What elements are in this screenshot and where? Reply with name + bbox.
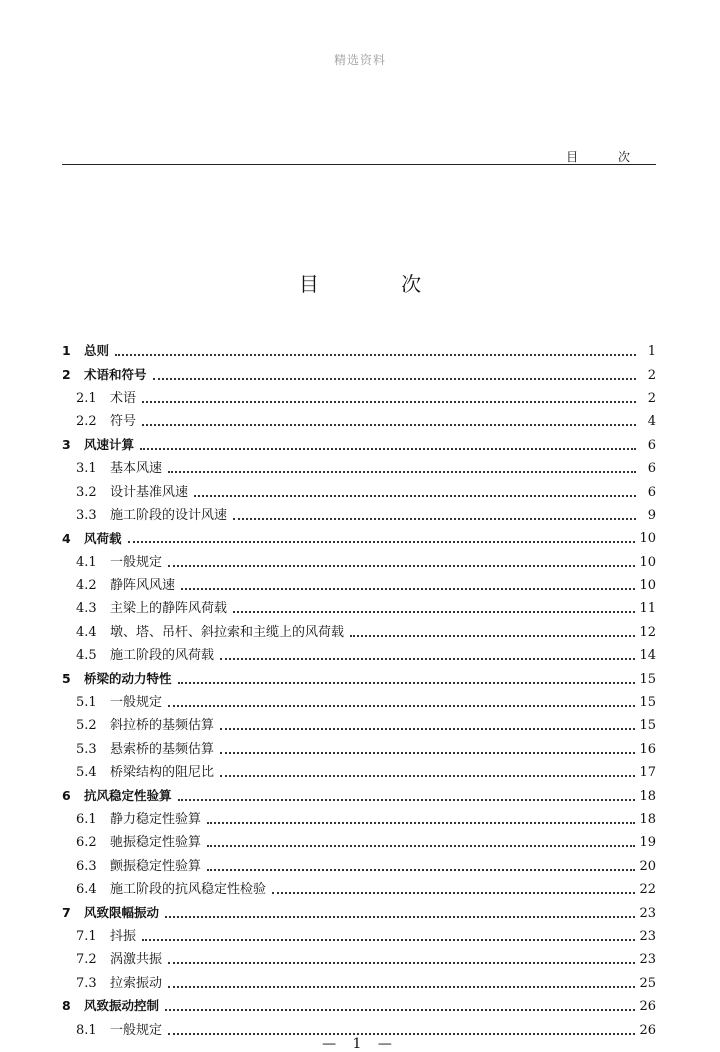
toc-entry-number: 6 xyxy=(62,787,71,803)
toc-entry-page: 6 xyxy=(647,461,656,477)
toc-section-entry[interactable] xyxy=(62,621,656,644)
toc-entry-page: 14 xyxy=(639,648,656,664)
toc-entry-number: 3.2 xyxy=(76,484,97,500)
toc-dot-leader xyxy=(142,414,636,426)
toc-dot-leader xyxy=(233,601,635,613)
toc-entry-number: 6.3 xyxy=(76,858,97,874)
toc-entry-page: 20 xyxy=(639,858,656,874)
toc-dot-leader xyxy=(220,648,635,660)
toc-dot-leader xyxy=(153,368,636,380)
toc-entry-title: 术语 xyxy=(110,390,137,406)
toc-entry-page: 23 xyxy=(639,928,656,944)
toc-entry-page: 26 xyxy=(639,999,656,1015)
toc-entry-title: 基本风速 xyxy=(110,461,163,477)
toc-section-entry[interactable] xyxy=(62,831,656,854)
toc-entry-page: 22 xyxy=(639,882,656,898)
toc-chapter-entry[interactable] xyxy=(62,527,656,550)
toc-section-entry[interactable] xyxy=(62,738,656,761)
toc-entry-number: 4.3 xyxy=(76,601,97,617)
watermark-text: 精选资料 xyxy=(333,53,386,67)
toc-dot-leader xyxy=(168,976,635,988)
toc-entry-title: 一般规定 xyxy=(110,1022,163,1038)
toc-entry-page: 1 xyxy=(647,344,656,360)
toc-entry-page: 4 xyxy=(647,414,656,430)
toc-entry-page: 10 xyxy=(639,578,656,594)
toc-section-entry[interactable] xyxy=(62,457,656,480)
toc-dot-leader xyxy=(165,906,635,918)
running-head: 目 次 xyxy=(566,150,648,164)
toc-section-entry[interactable] xyxy=(62,878,656,901)
toc-entry-page: 11 xyxy=(639,601,656,617)
toc-entry-page: 6 xyxy=(647,484,656,500)
toc-entry-title: 斜拉桥的基频估算 xyxy=(110,718,215,734)
toc-entry-number: 8 xyxy=(62,998,71,1014)
toc-entry-number: 5.2 xyxy=(76,718,97,734)
toc-entry-title: 施工阶段的抗风稳定性检验 xyxy=(110,882,267,898)
toc-entry-page: 19 xyxy=(639,835,656,851)
toc-section-entry[interactable] xyxy=(62,691,656,714)
toc-section-entry[interactable] xyxy=(62,574,656,597)
toc-entry-number: 6.2 xyxy=(76,835,97,851)
toc-dot-leader xyxy=(207,812,635,824)
toc-dot-leader xyxy=(207,859,635,871)
toc-dot-leader xyxy=(207,835,635,847)
toc-entry-title: 一般规定 xyxy=(110,695,163,711)
toc-entry-number: 3.3 xyxy=(76,507,97,523)
toc-entry-title: 涡激共振 xyxy=(110,952,163,968)
toc-entry-title: 一般规定 xyxy=(110,554,163,570)
toc-entry-page: 2 xyxy=(647,367,656,383)
toc-entry-title: 符号 xyxy=(110,414,137,430)
toc-section-entry[interactable] xyxy=(62,714,656,737)
toc-entry-page: 15 xyxy=(639,718,656,734)
toc-entry-title: 术语和符号 xyxy=(84,366,147,382)
toc-entry-title: 施工阶段的风荷载 xyxy=(110,648,215,664)
toc-entry-page: 25 xyxy=(639,975,656,991)
toc-dot-leader xyxy=(142,929,635,941)
toc-dot-leader xyxy=(140,438,636,450)
toc-entry-title: 主梁上的静阵风荷载 xyxy=(110,601,228,617)
toc-entry-title: 风速计算 xyxy=(84,437,135,452)
toc-entry-number: 5.4 xyxy=(76,765,97,781)
toc-chapter-entry[interactable] xyxy=(62,901,656,924)
toc-entry-number: 4.5 xyxy=(76,648,97,664)
toc-entry-title: 风致限幅振动 xyxy=(84,904,160,920)
toc-entry-title: 悬索桥的基频估算 xyxy=(110,741,215,757)
toc-entry-number: 8.1 xyxy=(76,1022,97,1038)
toc-entry-page: 26 xyxy=(639,1022,656,1038)
toc-entry-number: 5.3 xyxy=(76,741,97,757)
toc-dot-leader xyxy=(272,882,635,894)
toc-entry-page: 10 xyxy=(639,531,656,547)
toc-entry-page: 12 xyxy=(639,624,656,640)
toc-entry-number: 3 xyxy=(62,437,71,452)
toc-section-entry[interactable] xyxy=(62,387,656,410)
toc-dot-leader xyxy=(115,344,636,356)
toc-entry-page: 16 xyxy=(639,741,656,757)
toc-entry-number: 7.3 xyxy=(76,975,97,991)
toc-section-entry[interactable] xyxy=(62,644,656,667)
toc-entry-title: 颤振稳定性验算 xyxy=(110,858,202,874)
toc-chapter-entry[interactable] xyxy=(62,784,656,807)
toc-chapter-entry[interactable] xyxy=(62,667,656,690)
toc-entry-number: 5 xyxy=(62,670,71,686)
toc-entry-number: 4 xyxy=(62,530,71,546)
toc-dot-leader xyxy=(128,531,636,543)
toc-entry-page: 18 xyxy=(639,788,656,804)
toc-entry-title: 静阵风风速 xyxy=(110,578,176,594)
toc-entry-title: 设计基准风速 xyxy=(110,484,189,500)
header-divider xyxy=(62,164,656,165)
toc-section-entry[interactable] xyxy=(62,597,656,620)
toc-entry-title: 抖振 xyxy=(110,928,137,944)
table-of-contents xyxy=(62,340,656,1042)
toc-entry-title: 总则 xyxy=(84,343,110,359)
toc-entry-title: 施工阶段的设计风速 xyxy=(110,507,228,523)
toc-section-entry[interactable] xyxy=(62,925,656,948)
toc-chapter-entry[interactable] xyxy=(62,995,656,1018)
toc-entry-number: 6.1 xyxy=(76,812,97,827)
toc-section-entry[interactable] xyxy=(62,551,656,574)
toc-entry-number: 7.2 xyxy=(76,952,97,968)
toc-entry-number: 4.4 xyxy=(76,624,97,640)
toc-entry-title: 抗风稳定性验算 xyxy=(84,787,172,803)
toc-entry-page: 23 xyxy=(639,952,656,968)
toc-entry-title: 静力稳定性验算 xyxy=(110,812,202,827)
toc-entry-number: 1 xyxy=(62,343,71,359)
toc-chapter-entry[interactable] xyxy=(62,340,656,363)
toc-section-entry[interactable] xyxy=(62,761,656,784)
toc-dot-leader xyxy=(142,391,636,403)
toc-entry-number: 2.2 xyxy=(76,414,97,430)
toc-entry-page: 9 xyxy=(647,507,656,523)
toc-dot-leader xyxy=(178,789,636,801)
toc-entry-page: 6 xyxy=(647,437,656,453)
toc-entry-title: 驰振稳定性验算 xyxy=(110,835,202,851)
toc-chapter-entry[interactable] xyxy=(62,363,656,386)
toc-section-entry[interactable] xyxy=(62,504,656,527)
toc-entry-number: 2.1 xyxy=(76,390,97,406)
toc-dot-leader xyxy=(168,695,635,707)
toc-entry-page: 23 xyxy=(639,905,656,921)
toc-entry-page: 15 xyxy=(639,695,656,711)
toc-entry-number: 4.2 xyxy=(76,578,97,594)
toc-dot-leader xyxy=(168,1023,635,1035)
toc-entry-number: 7 xyxy=(62,904,71,920)
toc-dot-leader xyxy=(178,672,636,684)
toc-dot-leader xyxy=(168,555,635,567)
toc-dot-leader xyxy=(168,461,636,473)
toc-entry-page: 17 xyxy=(639,765,656,781)
toc-section-entry[interactable] xyxy=(62,855,656,878)
toc-entry-title: 桥梁的动力特性 xyxy=(84,670,172,686)
toc-chapter-entry[interactable] xyxy=(62,434,656,457)
toc-entry-page: 2 xyxy=(647,390,656,406)
toc-dot-leader xyxy=(220,742,635,754)
toc-entry-number: 6.4 xyxy=(76,882,97,898)
toc-section-entry[interactable] xyxy=(62,410,656,433)
toc-dot-leader xyxy=(168,952,635,964)
toc-dot-leader xyxy=(220,765,635,777)
toc-entry-title: 拉索振动 xyxy=(110,975,163,991)
page-title: 目 次 xyxy=(298,272,460,296)
toc-dot-leader xyxy=(194,485,636,497)
page-number: — 1 — xyxy=(322,1036,398,1052)
toc-dot-leader xyxy=(350,625,635,637)
toc-dot-leader xyxy=(233,508,636,520)
toc-dot-leader xyxy=(220,718,635,730)
toc-dot-leader xyxy=(181,578,635,590)
toc-entry-number: 5.1 xyxy=(76,695,97,711)
toc-dot-leader xyxy=(165,999,635,1011)
toc-entry-number: 2 xyxy=(62,366,71,382)
toc-entry-title: 墩、塔、吊杆、斜拉索和主缆上的风荷载 xyxy=(110,624,345,640)
toc-entry-title: 风荷载 xyxy=(84,530,122,546)
toc-section-entry[interactable] xyxy=(62,972,656,995)
toc-entry-number: 3.1 xyxy=(76,461,97,477)
toc-entry-page: 15 xyxy=(639,671,656,687)
toc-entry-number: 4.1 xyxy=(76,554,97,570)
toc-entry-page: 18 xyxy=(639,812,656,827)
toc-section-entry[interactable] xyxy=(62,808,656,831)
toc-section-entry[interactable] xyxy=(62,480,656,503)
toc-entry-title: 桥梁结构的阻尼比 xyxy=(110,765,215,781)
toc-entry-title: 风致振动控制 xyxy=(84,998,160,1014)
toc-section-entry[interactable] xyxy=(62,948,656,971)
toc-entry-number: 7.1 xyxy=(76,928,97,944)
toc-entry-page: 10 xyxy=(639,554,656,570)
